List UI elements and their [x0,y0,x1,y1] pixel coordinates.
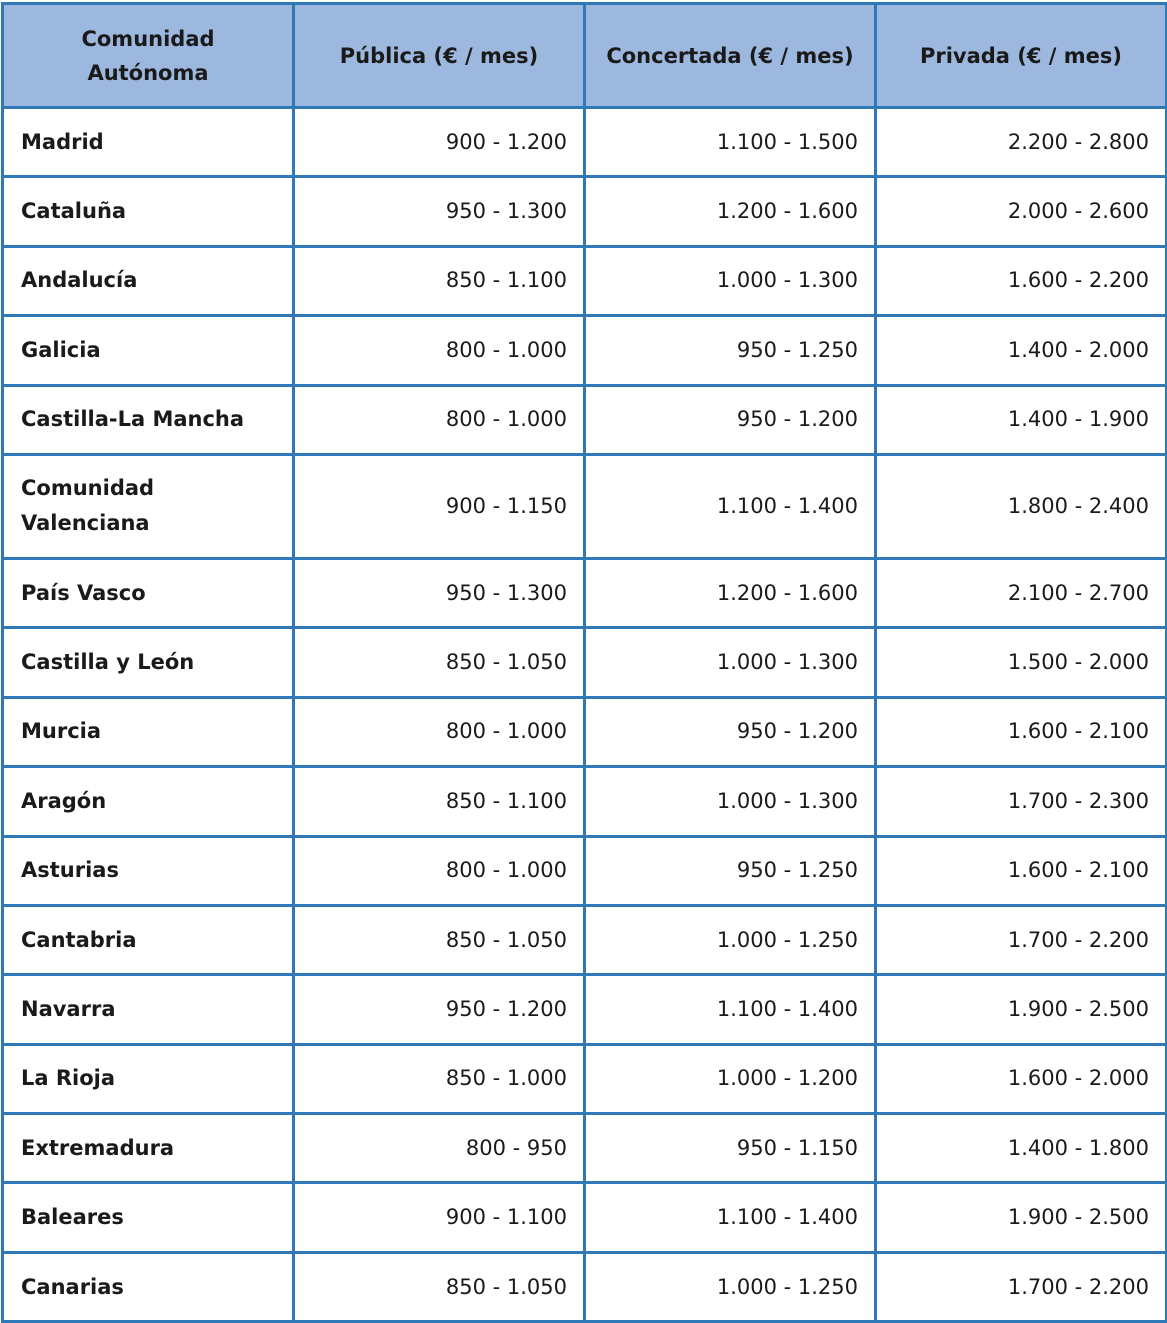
cell-region: Aragón [3,767,294,836]
cell-region: Galicia [3,316,294,385]
cell-privada: 1.600 - 2.100 [876,697,1167,766]
cell-publica: 900 - 1.150 [294,454,585,558]
cell-privada: 1.400 - 1.900 [876,385,1167,454]
cell-publica: 950 - 1.300 [294,558,585,627]
cell-concertada: 1.200 - 1.600 [585,177,876,246]
cell-concertada: 1.000 - 1.300 [585,767,876,836]
cell-region: Madrid [3,108,294,177]
table-row [3,1183,1167,1252]
table-row [3,697,1167,766]
cell-concertada: 950 - 1.200 [585,385,876,454]
cell-region: Cataluña [3,177,294,246]
cell-privada: 2.000 - 2.600 [876,177,1167,246]
cell-concertada: 1.100 - 1.400 [585,454,876,558]
cell-concertada: 950 - 1.200 [585,697,876,766]
cell-region: Murcia [3,697,294,766]
cell-publica: 900 - 1.200 [294,108,585,177]
cell-publica: 850 - 1.050 [294,628,585,697]
cell-privada: 1.900 - 2.500 [876,1183,1167,1252]
table-row [3,316,1167,385]
cell-publica: 800 - 1.000 [294,316,585,385]
cell-region: Navarra [3,975,294,1044]
cell-privada: 1.600 - 2.000 [876,1044,1167,1113]
table-header [3,4,1167,108]
cell-privada: 1.700 - 2.200 [876,905,1167,974]
cell-concertada: 1.100 - 1.400 [585,1183,876,1252]
cell-concertada: 1.000 - 1.250 [585,1252,876,1321]
header-publica: Pública (€ / mes) [294,4,585,108]
cell-region: Cantabria [3,905,294,974]
cell-privada: 1.400 - 1.800 [876,1114,1167,1183]
cell-region: Baleares [3,1183,294,1252]
table-row [3,1044,1167,1113]
table-row [3,1252,1167,1321]
cell-publica: 950 - 1.200 [294,975,585,1044]
cell-privada: 1.800 - 2.400 [876,454,1167,558]
cell-privada: 1.600 - 2.100 [876,836,1167,905]
cell-region: La Rioja [3,1044,294,1113]
cell-publica: 800 - 1.000 [294,697,585,766]
cell-privada: 2.200 - 2.800 [876,108,1167,177]
cell-privada: 1.500 - 2.000 [876,628,1167,697]
cell-privada: 1.700 - 2.200 [876,1252,1167,1321]
cell-region: Andalucía [3,246,294,315]
cell-concertada: 1.200 - 1.600 [585,558,876,627]
cell-region: Castilla-La Mancha [3,385,294,454]
table-row [3,975,1167,1044]
table-row [3,108,1167,177]
cell-concertada: 950 - 1.250 [585,836,876,905]
table-row [3,454,1167,558]
table-row [3,767,1167,836]
table-row [3,385,1167,454]
table-row [3,558,1167,627]
cell-concertada: 950 - 1.250 [585,316,876,385]
cell-publica: 850 - 1.050 [294,905,585,974]
cell-privada: 1.600 - 2.200 [876,246,1167,315]
cell-concertada: 1.100 - 1.500 [585,108,876,177]
header-row [3,4,1167,108]
price-table [1,2,1167,1323]
cell-region: Comunidad Valenciana [3,454,294,558]
cell-publica: 800 - 1.000 [294,836,585,905]
cell-region: Castilla y León [3,628,294,697]
table-row [3,836,1167,905]
cell-publica: 950 - 1.300 [294,177,585,246]
table-row [3,177,1167,246]
cell-concertada: 1.000 - 1.300 [585,628,876,697]
cell-publica: 850 - 1.100 [294,767,585,836]
table-row [3,905,1167,974]
cell-concertada: 1.000 - 1.250 [585,905,876,974]
table-row [3,246,1167,315]
table-body [3,108,1167,1322]
cell-concertada: 950 - 1.150 [585,1114,876,1183]
cell-publica: 900 - 1.100 [294,1183,585,1252]
cell-concertada: 1.100 - 1.400 [585,975,876,1044]
cell-publica: 800 - 1.000 [294,385,585,454]
cell-publica: 850 - 1.100 [294,246,585,315]
cell-region: Asturias [3,836,294,905]
cell-publica: 850 - 1.000 [294,1044,585,1113]
header-concertada: Concertada (€ / mes) [585,4,876,108]
header-region: Comunidad Autónoma [3,4,294,108]
table-row [3,628,1167,697]
cell-region: País Vasco [3,558,294,627]
cell-concertada: 1.000 - 1.300 [585,246,876,315]
cell-concertada: 1.000 - 1.200 [585,1044,876,1113]
cell-privada: 1.700 - 2.300 [876,767,1167,836]
cell-publica: 850 - 1.050 [294,1252,585,1321]
cell-region: Canarias [3,1252,294,1321]
cell-privada: 2.100 - 2.700 [876,558,1167,627]
cell-privada: 1.900 - 2.500 [876,975,1167,1044]
cell-privada: 1.400 - 2.000 [876,316,1167,385]
cell-publica: 800 - 950 [294,1114,585,1183]
table-row [3,1114,1167,1183]
header-privada: Privada (€ / mes) [876,4,1167,108]
cell-region: Extremadura [3,1114,294,1183]
